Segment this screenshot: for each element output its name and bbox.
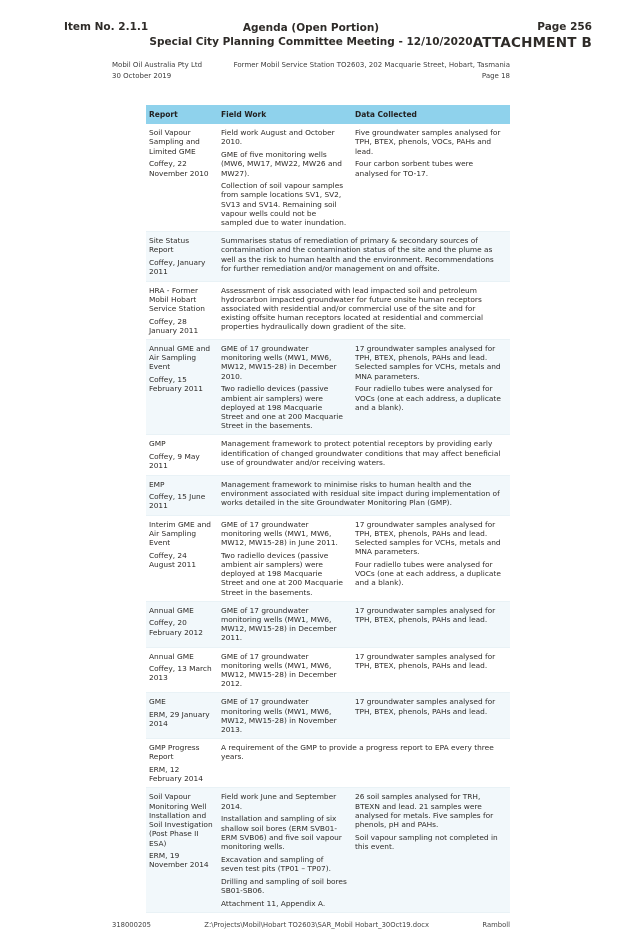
cell-paragraph: Five groundwater samples analysed for TPH, BTEX, phenols, VOCs, PAHs and lead. <box>355 128 501 156</box>
report-table-head <box>146 105 510 124</box>
cell-paragraph: Management framework to protect potential receptors by providing early identification of changed groundwater conditions that may affect beneficial use of groundwater and/or receiving waters. <box>221 439 501 467</box>
agenda-header <box>0 18 622 66</box>
cell-paragraph: Four carbon sorbent tubes were analysed for TO-17. <box>355 159 474 178</box>
table-row <box>146 788 510 912</box>
agenda-title-line2: Special City Planning Committee Meeting - 12/10/2020 <box>149 36 473 48</box>
report-cell <box>146 739 218 788</box>
cell-paragraph: Installation and sampling of six shallow soil bores (ERM SVB01-ERM SVB06) and five soil vapour monitoring wells. <box>221 814 342 851</box>
data-collected-cell <box>352 693 510 739</box>
table-row <box>146 124 510 232</box>
data-collected-cell <box>352 515 510 601</box>
cell-paragraph: Two radiello devices (passive ambient air samplers) were deployed at 198 Macquarie Street and one at 200 Macquarie Street in the basements. <box>221 550 343 597</box>
fieldwork-cell <box>218 647 352 693</box>
table-row <box>146 281 510 340</box>
cell-paragraph: Coffey, 9 May 2011 <box>149 452 200 471</box>
report-table <box>146 105 510 913</box>
cell-paragraph: Excavation and sampling of seven test pits (TP01 – TP07). <box>221 854 331 873</box>
document-date: 30 October 2019 <box>112 72 172 80</box>
cell-paragraph: Interim GME and Air Sampling Event <box>149 519 211 548</box>
cell-paragraph: Drilling and sampling of soil bores SB01-SB06. <box>221 876 347 895</box>
cell-paragraph: GMP <box>149 439 166 449</box>
data-collected-cell <box>352 124 510 232</box>
document-header-left <box>112 60 202 82</box>
attachment-label: ATTACHMENT B <box>472 35 592 51</box>
table-row <box>146 739 510 788</box>
cell-paragraph: Soil Vapour Sampling and Limited GME <box>149 128 200 156</box>
report-cell <box>146 340 218 435</box>
document-page-number: Page 18 <box>481 72 510 80</box>
cell-paragraph: Annual GME <box>149 651 194 661</box>
cell-paragraph: Annual GME and Air Sampling Event <box>149 344 211 372</box>
cell-paragraph: 17 groundwater samples analysed for TPH, BTEX, phenols, PAHs and lead. <box>355 697 496 716</box>
cell-paragraph: Coffey, January 2011 <box>149 258 206 277</box>
cell-paragraph: GME of 17 groundwater monitoring wells (MW1, MW6, MW12, MW15-28) in December 2012. <box>221 651 337 689</box>
cell-paragraph: 26 soil samples analysed for TRH, BTEXN and lead. 21 samples were analysed for metals. Five samples for phenols, pH and PAHs. <box>355 792 494 830</box>
site-description: Former Mobil Service Station TO2603, 202 Macquarie Street, Hobart, Tasmania <box>233 61 510 69</box>
agenda-page-number: Page 256 <box>537 21 592 33</box>
fieldwork-cell <box>218 788 352 912</box>
agenda-title-line1: Agenda (Open Portion) <box>242 22 380 34</box>
cell-paragraph: Field work June and September 2014. <box>221 792 337 811</box>
cell-paragraph: ERM, 19 November 2014 <box>149 851 209 870</box>
data-collected-cell <box>352 788 510 912</box>
cell-paragraph: 17 groundwater samples analysed for TPH, BTEX, phenols, PAHs and lead. <box>355 605 496 624</box>
cell-paragraph: Soil vapour sampling not completed in this event. <box>355 832 498 851</box>
agenda-header-right <box>473 21 592 51</box>
report-cell <box>146 281 218 340</box>
cell-paragraph: ERM, 12 February 2014 <box>149 765 203 784</box>
footer-brand: Ramboll <box>482 920 510 929</box>
cell-paragraph: Soil Vapour Monitoring Well Installation and Soil Investigation (Post Phase II ESA) <box>149 792 213 848</box>
cell-paragraph: GME <box>149 697 166 707</box>
data-collected-cell <box>352 647 510 693</box>
table-row <box>146 232 510 281</box>
cell-paragraph: 17 groundwater samples analysed for TPH, BTEX, phenols, PAHs and lead. Selected samples for VCHs, metals and MNA parameters. <box>355 519 501 557</box>
document-content <box>112 60 510 929</box>
cell-paragraph: Coffey, 22 November 2010 <box>149 159 209 178</box>
cell-paragraph: EMP <box>149 479 165 489</box>
report-cell <box>146 124 218 232</box>
cell-paragraph: GME of five monitoring wells (MW6, MW17, MW22, MW26 and MW27). <box>221 150 342 178</box>
cell-paragraph: Field work August and October 2010. <box>221 128 335 147</box>
cell-paragraph: A requirement of the GMP to provide a progress report to EPA every three years. <box>221 743 494 762</box>
report-cell <box>146 647 218 693</box>
cell-paragraph: 17 groundwater samples analysed for TPH, BTEX, phenols, PAHs and lead. Selected samples for VCHs, metals and MNA parameters. <box>355 344 501 381</box>
report-cell <box>146 435 218 475</box>
cell-paragraph: GME of 17 groundwater monitoring wells (MW1, MW6, MW12, MW15-28) in December 2010. <box>221 344 337 381</box>
document-header <box>112 60 510 82</box>
data-collected-cell <box>352 601 510 647</box>
agenda-title <box>96 21 526 49</box>
report-cell <box>146 232 218 281</box>
table-row <box>146 601 510 647</box>
cell-paragraph: Coffey, 13 March 2013 <box>149 664 212 683</box>
footer-job-number: 318000205 <box>112 920 151 929</box>
cell-paragraph: HRA - Former Mobil Hobart Service Station <box>149 285 205 313</box>
fieldwork-cell <box>218 515 352 601</box>
table-row <box>146 435 510 475</box>
fieldwork-cell <box>218 693 352 739</box>
report-cell <box>146 601 218 647</box>
company-name: Mobil Oil Australia Pty Ltd <box>112 61 203 69</box>
column-header-data-collected: Data Collected <box>352 105 510 124</box>
cell-paragraph: GME of 17 groundwater monitoring wells (MW1, MW6, MW12, MW15-28) in June 2011. <box>221 519 338 548</box>
report-table-body <box>146 124 510 912</box>
fieldwork-cell <box>218 435 510 475</box>
fieldwork-cell <box>218 124 352 232</box>
fieldwork-cell <box>218 232 510 281</box>
table-row <box>146 515 510 601</box>
fieldwork-cell <box>218 281 510 340</box>
fieldwork-cell <box>218 340 352 435</box>
document-header-right <box>234 60 510 82</box>
column-header-field-work: Field Work <box>218 105 352 124</box>
report-cell <box>146 515 218 601</box>
report-cell <box>146 693 218 739</box>
report-cell <box>146 475 218 515</box>
cell-paragraph: GME of 17 groundwater monitoring wells (MW1, MW6, MW12, MW15-28) in December 2011. <box>221 605 337 643</box>
cell-paragraph: Coffey, 20 February 2012 <box>149 618 203 637</box>
cell-paragraph: GMP Progress Report <box>149 743 200 762</box>
fieldwork-cell <box>218 601 352 647</box>
table-row <box>146 475 510 515</box>
column-header-report: Report <box>146 105 218 124</box>
fieldwork-cell <box>218 739 510 788</box>
cell-paragraph: 17 groundwater samples analysed for TPH, BTEX, phenols, PAHs and lead. <box>355 651 496 670</box>
cell-paragraph: Four radiello tubes were analysed for VOCs (one at each address, a duplicate and a blank). <box>355 559 501 588</box>
item-number: Item No. 2.1.1 <box>64 21 149 33</box>
cell-paragraph: Coffey, 24 August 2011 <box>149 550 197 569</box>
cell-paragraph: GME of 17 groundwater monitoring wells (MW1, MW6, MW12, MW15-28) in November 2013. <box>221 697 337 734</box>
cell-paragraph: Attachment 11, Appendix A. <box>221 898 326 908</box>
data-collected-cell <box>352 340 510 435</box>
cell-paragraph: ERM, 29 January 2014 <box>149 710 210 729</box>
document-footer <box>112 921 510 929</box>
cell-paragraph: Four radiello tubes were analysed for VOCs (one at each address, a duplicate and a blank). <box>355 384 501 412</box>
table-row <box>146 340 510 435</box>
table-row <box>146 693 510 739</box>
cell-paragraph: Coffey, 15 June 2011 <box>149 492 206 511</box>
cell-paragraph: Coffey, 28 January 2011 <box>149 316 199 335</box>
report-table-container <box>146 105 510 913</box>
cell-paragraph: Summarises status of remediation of primary & secondary sources of contamination and the contamination status of the site and the plume as well as the risk to human health and the environment. Recommendations for further remediation and/or management on and offsite. <box>221 236 494 273</box>
cell-paragraph: Management framework to minimise risks to human health and the environment associated with residual site impact during implementation of works detailed in the site Groundwater Monitoring Plan (GMP). <box>221 479 500 507</box>
report-cell <box>146 788 218 912</box>
cell-paragraph: Site Status Report <box>149 236 190 255</box>
cell-paragraph: Annual GME <box>149 605 194 615</box>
header-row <box>146 105 510 124</box>
cell-paragraph: Coffey, 15 February 2011 <box>149 375 203 394</box>
footer-file-path: Z:\Projects\Mobil\Hobart TO2603\SAR_Mobil Hobart_30Oct19.docx <box>204 920 430 929</box>
cell-paragraph: Two radiello devices (passive ambient air samplers) were deployed at 198 Macquarie Street and one at 200 Macquarie Street in the basements. <box>221 384 343 431</box>
fieldwork-cell <box>218 475 510 515</box>
cell-paragraph: Collection of soil vapour samples from sample locations SV1, SV2, SV13 and SV14. Remaining soil vapour wells could not be sampled due to water inundation. <box>221 181 347 228</box>
table-row <box>146 647 510 693</box>
cell-paragraph: Assessment of risk associated with lead impacted soil and petroleum hydrocarbon impacted groundwater for future onsite human receptors associated with residential and/or commercial use of the site and for existing offsite human receptors located at residential and commercial properties hydraulically down gradient of the site. <box>221 285 484 332</box>
